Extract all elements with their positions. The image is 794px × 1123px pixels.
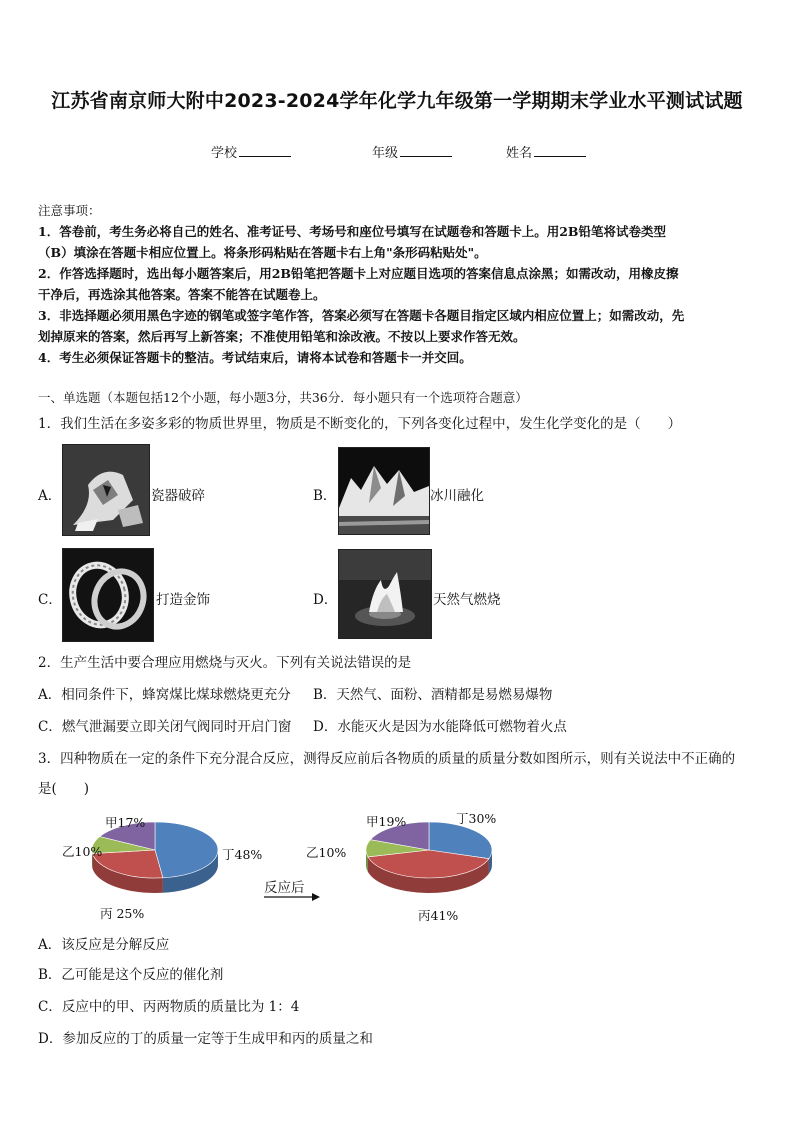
- gold-rings-image: [62, 548, 154, 642]
- q1-option-a-label: 瓷器破碎: [151, 488, 205, 504]
- pie1-label-ding: 丁48%: [222, 847, 263, 862]
- q1-option-d-letter[interactable]: D．: [313, 592, 338, 608]
- q1-option-c-letter[interactable]: C．: [38, 592, 62, 608]
- q2-option-c[interactable]: C．燃气泄漏要立即关闭气阀同时开启门窗: [38, 719, 292, 735]
- q1-option-d-label: 天然气燃烧: [433, 592, 501, 608]
- grade-field[interactable]: [372, 142, 452, 161]
- school-field[interactable]: [211, 142, 291, 161]
- q1-option-b-label: 冰川融化: [430, 488, 484, 504]
- q3-option-c[interactable]: C．反应中的甲、丙两物质的质量比为 1：4: [38, 999, 300, 1015]
- pie2-label-bing: 丙41%: [418, 908, 459, 923]
- notice-line: 2．作答选择题时，选出每小题答案后，用2B铅笔把答题卡上对应题目选项的答案信息点涂黑；如需改动，用橡皮擦: [38, 266, 679, 281]
- q3-option-a[interactable]: A．该反应是分解反应: [38, 937, 170, 953]
- notice-line: 3．非选择题必须用黑色字迹的钢笔或签字笔作答，答案必须写在答题卡各题目指定区域内相应位置上；如需改动，先: [38, 308, 685, 323]
- notice-line: 干净后，再选涂其他答案。答案不能答在试题卷上。: [38, 287, 326, 302]
- q1-option-c-label: 打造金饰: [156, 592, 210, 608]
- reaction-arrow: [262, 892, 322, 902]
- q2-option-a[interactable]: A．相同条件下，蜂窝煤比煤球燃烧更充分: [38, 687, 291, 703]
- page-title: 江苏省南京师大附中2023-2024学年化学九年级第一学期期末学业水平测试试题: [51, 90, 743, 112]
- section-heading: 一、单选题（本题包括12个小题，每小题3分，共36分．每小题只有一个选项符合题意）: [38, 390, 528, 405]
- q3-option-b[interactable]: B．乙可能是这个反应的催化剂: [38, 967, 224, 983]
- gas-flame-image: [338, 549, 432, 639]
- name-field[interactable]: [506, 142, 586, 161]
- notice-line: 1．答卷前，考生务必将自己的姓名、准考证号、考场号和座位号填写在试题卷和答题卡上。用2B铅笔将试卷类型: [38, 224, 666, 239]
- q1-option-a-letter[interactable]: A．: [38, 488, 62, 504]
- arrow-label: 反应后: [264, 880, 305, 896]
- school-label: 学校: [211, 146, 238, 161]
- pie2-label-ding: 丁30%: [456, 811, 497, 826]
- q2-option-b[interactable]: B．天然气、面粉、酒精都是易燃易爆物: [313, 687, 553, 703]
- notice-line: 划掉原来的答案，然后再写上新答案；不准使用铅笔和涂改液。不按以上要求作答无效。: [38, 329, 526, 344]
- q1-stem: 1．我们生活在多姿多彩的物质世界里，物质是不断变化的，下列各变化过程中，发生化学变化的是（ ）: [38, 416, 682, 432]
- grade-label: 年级: [372, 146, 399, 161]
- pie1-label-yi: 乙10%: [62, 844, 103, 859]
- pie2-label-jia: 甲19%: [366, 814, 407, 829]
- name-label: 姓名: [506, 146, 533, 161]
- pie1-label-jia: 甲17%: [105, 815, 146, 830]
- q3-stem-line1: 3．四种物质在一定的条件下充分混合反应，测得反应前后各物质的质量的质量分数如图所示，则有关说法中不正确的: [38, 751, 736, 767]
- q3-option-d[interactable]: D．参加反应的丁的质量一定等于生成甲和丙的质量之和: [38, 1031, 373, 1047]
- q1-option-b-letter[interactable]: B．: [313, 488, 337, 504]
- q3-stem-line2: 是( ): [38, 781, 90, 797]
- q2-option-d[interactable]: D．水能灭火是因为水能降低可燃物着火点: [313, 719, 567, 735]
- pie2-label-yi: 乙10%: [306, 845, 347, 860]
- pie1-label-bing: 丙 25%: [100, 906, 145, 921]
- notice-heading: 注意事项：: [38, 203, 101, 218]
- notice-line: 4．考生必须保证答题卡的整洁。考试结束后，请将本试卷和答题卡一并交回。: [38, 350, 472, 365]
- glacier-image: [338, 447, 430, 535]
- q2-stem: 2．生产生活中要合理应用燃烧与灭火。下列有关说法错误的是: [38, 655, 412, 671]
- broken-porcelain-image: [62, 444, 150, 536]
- notice-line: （B）填涂在答题卡相应位置上。将条形码粘贴在答题卡右上角"条形码粘贴处"。: [38, 245, 487, 260]
